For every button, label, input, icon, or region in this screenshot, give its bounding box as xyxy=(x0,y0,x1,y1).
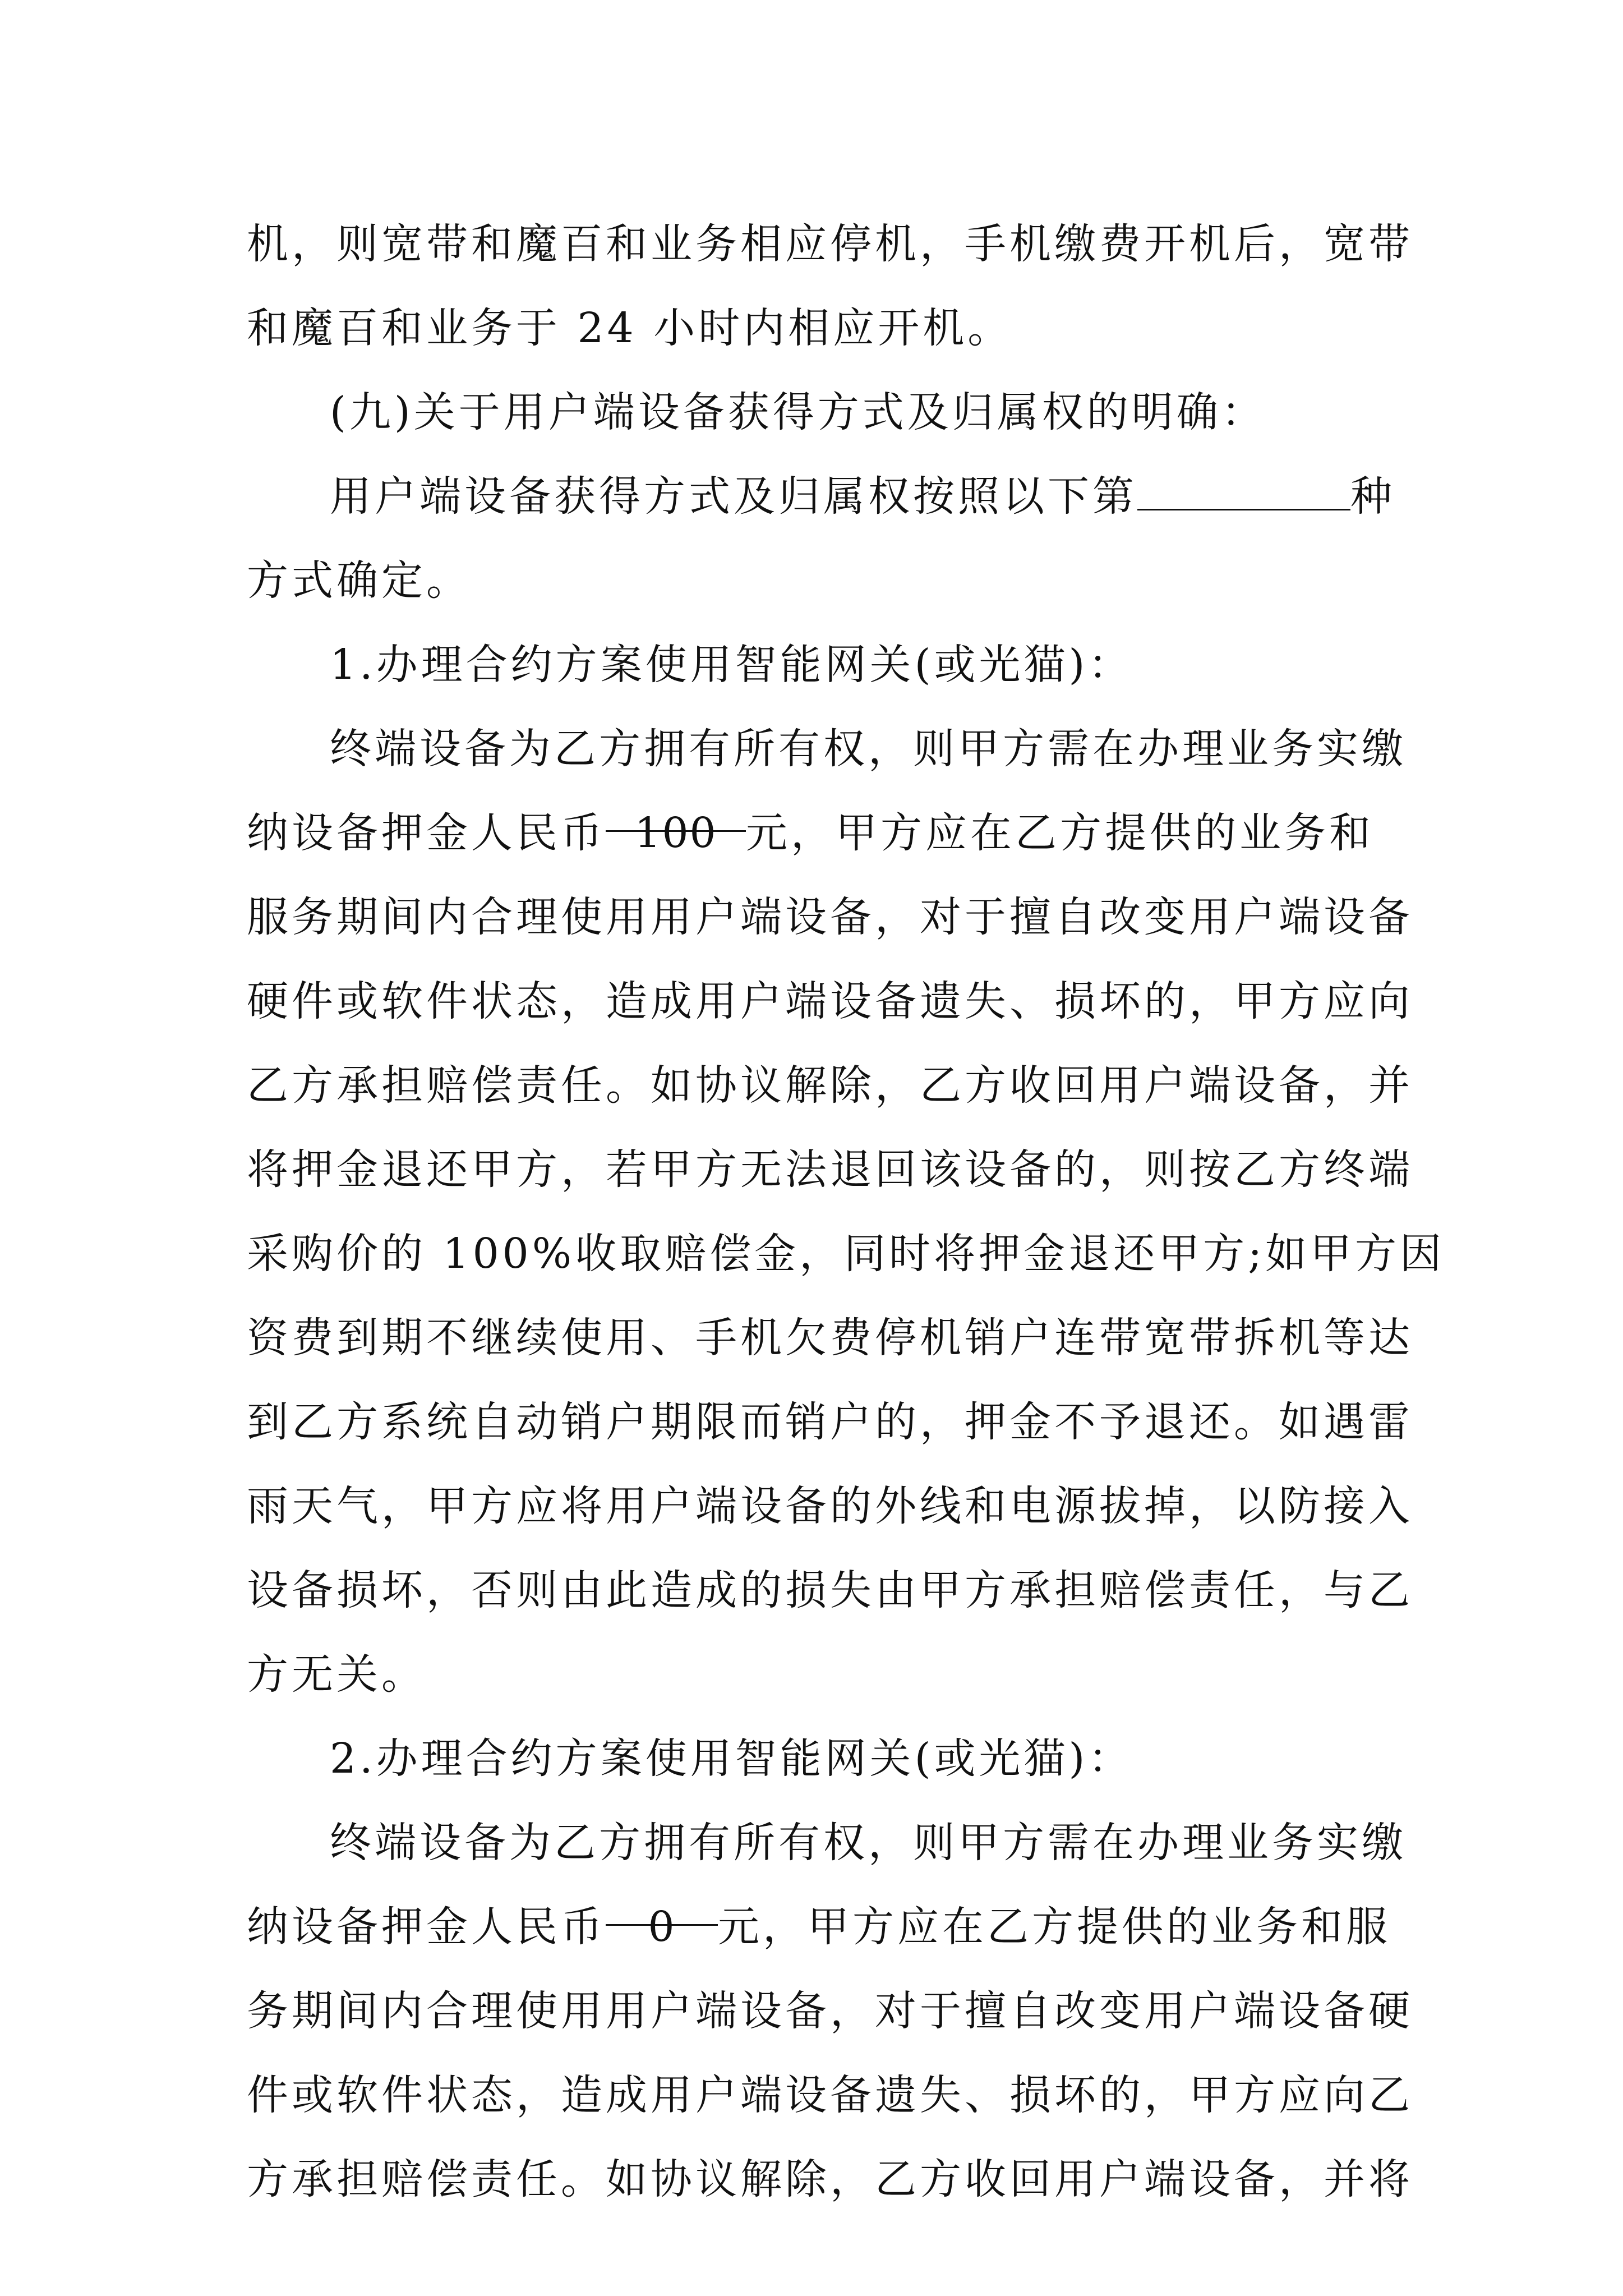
text-line: 务期间内合理使用用户端设备，对于擅自改变用户端设备硬 xyxy=(247,1987,1413,2035)
text-line: 和魔百和业务于 24 小时内相应开机。 xyxy=(247,304,1013,352)
text-line: 雨天气，甲方应将用户端设备的外线和电源拔掉，以防接入 xyxy=(247,1482,1413,1530)
text-line: 资费到期不继续使用、手机欠费停机销户连带宽带拆机等达 xyxy=(247,1314,1413,1362)
text-line: 将押金退还甲方，若甲方无法退回该设备的，则按乙方终端 xyxy=(247,1145,1413,1194)
item-heading-1: 1.办理合约方案使用智能网关(或光猫)： xyxy=(330,641,1133,689)
text-segment: 元，甲方应在乙方提供的业务和服 xyxy=(718,1903,1391,1951)
text-line: 采购价的 100%收取赔偿金，同时将押金退还甲方;如甲方因 xyxy=(247,1230,1445,1278)
deposit-amount-2: 0 xyxy=(606,1885,718,1926)
blank-method-number xyxy=(1137,470,1350,510)
text-line xyxy=(330,454,1395,539)
text-line: 终端设备为乙方拥有所有权，则甲方需在办理业务实缴 xyxy=(330,725,1407,773)
text-line xyxy=(247,1885,1391,1969)
text-line: 机，则宽带和魔百和业务相应停机，手机缴费开机后，宽带 xyxy=(247,220,1413,268)
text-line: 终端设备为乙方拥有所有权，则甲方需在办理业务实缴 xyxy=(330,1819,1407,1867)
text-segment: 纳设备押金人民币 xyxy=(247,1903,606,1951)
text-segment: 种 xyxy=(1350,472,1395,521)
deposit-amount-1: 100 xyxy=(606,791,746,832)
text-line xyxy=(247,791,1385,875)
text-line: 乙方承担赔偿责任。如协议解除，乙方收回用户端设备，并 xyxy=(247,1061,1413,1110)
text-line: 方无关。 xyxy=(247,1650,426,1699)
text-line: 到乙方系统自动销户期限而销户的，押金不予退还。如遇雷 xyxy=(247,1398,1413,1446)
section-heading-9: (九)关于用户端设备获得方式及归属权的明确： xyxy=(330,388,1266,436)
text-line: 方式确定。 xyxy=(247,556,471,605)
text-line: 硬件或软件状态，造成用户端设备遗失、损坏的，甲方应向 xyxy=(247,977,1413,1025)
text-line: 件或软件状态，造成用户端设备遗失、损坏的，甲方应向乙 xyxy=(247,2071,1413,2119)
text-segment: 元，甲方应在乙方提供的业务和 xyxy=(746,809,1374,857)
text-segment: 纳设备押金人民币 xyxy=(247,809,606,857)
item-heading-2: 2.办理合约方案使用智能网关(或光猫)： xyxy=(330,1734,1133,1783)
text-line: 服务期间内合理使用用户端设备，对于擅自改变用户端设备 xyxy=(247,893,1413,941)
text-line: 设备损坏，否则由此造成的损失由甲方承担赔偿责任，与乙 xyxy=(247,1566,1413,1614)
text-line: 方承担赔偿责任。如协议解除，乙方收回用户端设备，并将 xyxy=(247,2155,1413,2203)
text-segment: 用户端设备获得方式及归属权按照以下第 xyxy=(330,472,1137,521)
